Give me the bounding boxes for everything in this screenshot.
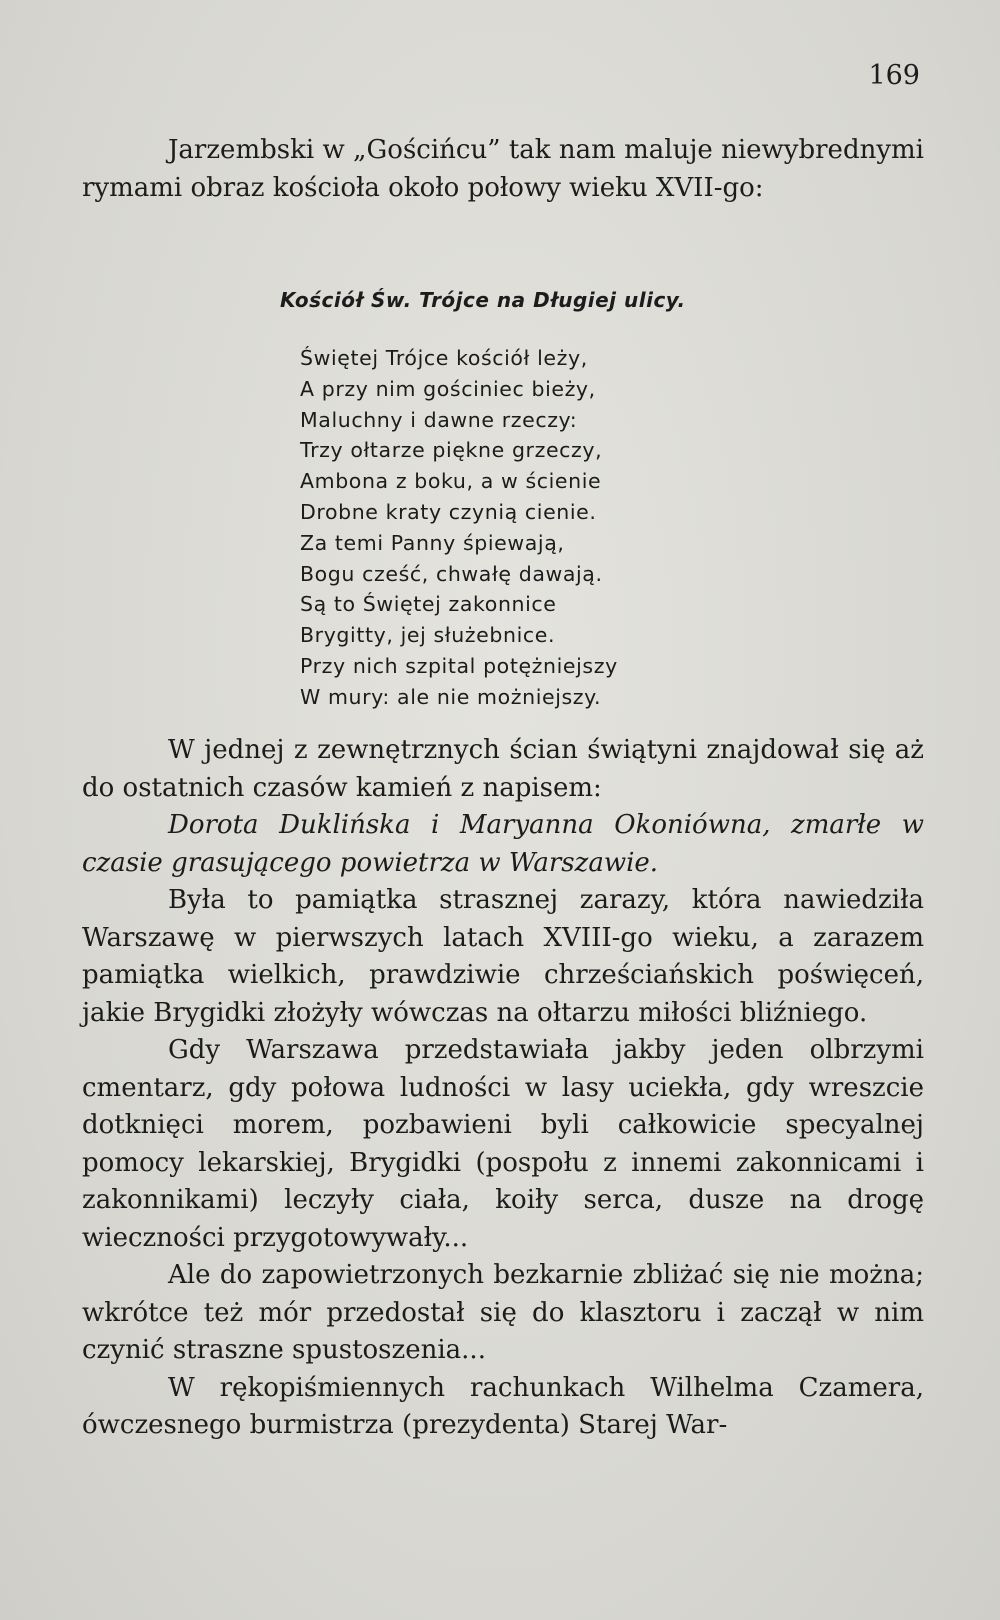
poem-line: Są to Świętej zakonnice — [300, 592, 557, 617]
intro-paragraph: Jarzembski w „Gościńcu” tak nam maluje niewybrednymi rymami obraz kościoła około połowy wieku XVII-go: — [82, 135, 924, 203]
paragraph: W jednej z zewnętrznych ścian świątyni znajdował się aż do ostatnich czasów kamień z napisem: — [82, 735, 924, 803]
paragraph: Ale do zapowietrzonych bezkarnie zbliżać się nie można; wkrótce też mór przedostał się do klasztoru i zaczął w nim czynić straszne spustoszenia... — [82, 1260, 924, 1365]
paragraph: Była to pamiątka strasznej zarazy, która nawiedziła Warszawę w pierwszych latach XVIII-go wieku, a zarazem pamiątka wielkich, prawdziwie chrześciańskich poświęceń, jakie Brygidki złożyły wówczas na ołtarzu miłości bliźniego. — [82, 885, 924, 1028]
poem-line: Świętej Trójce kościół leży, — [300, 346, 588, 370]
poem-line: Trzy ołtarze piękne grzeczy, — [300, 438, 603, 463]
inscription-quote: Dorota Duklińska i Maryanna Okoniówna, zmarłe w czasie grasującego powietrza w Warszawie. — [82, 810, 924, 878]
intro-block — [82, 132, 924, 207]
paragraph: Gdy Warszawa przedstawiała jakby jeden olbrzymi cmentarz, gdy połowa ludności w lasy uciekła, gdy wreszcie dotknięci morem, pozbawieni byli całkowicie specyalnej pomocy lekarskiej, Brygidki (pospołu z innemi zakonnicami i zakonnikami) leczyły ciała, koiły serca, dusze na drogę wieczności przygotowywały... — [82, 1035, 924, 1253]
body-text — [82, 732, 924, 1445]
poem-line: Przy nich szpital potężniejszy — [300, 653, 618, 678]
paragraph: W rękopiśmiennych rachunkach Wilhelma Czamera, ówczesnego burmistrza (prezydenta) Starej War- — [82, 1372, 924, 1440]
poem-line: Bogu cześć, chwałę dawają. — [300, 561, 603, 586]
poem-line: W mury: ale nie możniejszy. — [300, 684, 602, 709]
poem-line: Za temi Panny śpiewają, — [300, 530, 565, 555]
poem-line: A przy nim gościniec bieży, — [300, 376, 596, 401]
poem-line: Maluchny i dawne rzeczy: — [300, 407, 578, 432]
poem-line: Ambona z boku, a w ścienie — [300, 469, 602, 494]
poem-line: Brygitty, jej służebnice. — [300, 623, 556, 648]
poem-title: Kościół Św. Trójce na Długiej ulicy. — [280, 288, 686, 312]
poem-line: Drobne kraty czynią cienie. — [300, 499, 597, 524]
page-number: 169 — [868, 60, 920, 91]
poem — [300, 343, 618, 713]
